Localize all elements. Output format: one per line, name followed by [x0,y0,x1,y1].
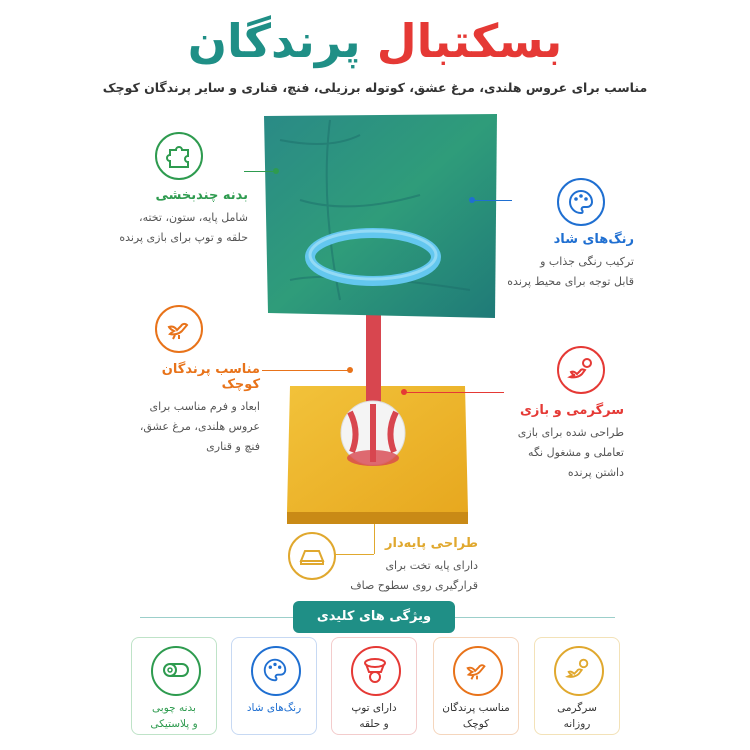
feature-label [234,700,314,716]
callout-line: ترکیب رنگی جذاب و [540,255,634,268]
feature-label-line: مناسب پرندگان [442,702,510,714]
callout-small-birds-circle [155,305,203,353]
callout-small-birds [128,362,260,457]
callout-line: طراحی شده برای بازی [517,426,624,439]
connector-dot [347,367,353,373]
callout-title: طراحی پایه‌دار [385,536,478,551]
callout-title: سرگرمی و بازی [519,403,624,418]
callout-multi-part [118,188,248,248]
connector-multi-part [244,171,276,172]
bird-play-icon [566,355,596,385]
callout-line: ابعاد و فرم مناسب برای [149,400,260,413]
connector-fun [404,392,504,393]
feature-icon-circle [351,646,401,696]
callout-title: بدنه چندبخشی [155,188,248,203]
palette-icon [566,187,596,217]
feature-card-wood-plastic [131,637,217,735]
backboard [264,114,497,318]
callout-base [346,536,478,596]
base-icon [297,541,327,571]
connector-dot [401,389,407,395]
bird-play-icon [564,656,592,684]
wood-logs-icon [161,656,189,684]
feature-icon-circle [151,646,201,696]
callout-title: مناسب پرندگان کوچک [161,362,260,392]
puzzle-icon [164,141,194,171]
bird-icon [164,314,194,344]
callout-line: تعاملی و مشغول نگه [528,446,624,459]
callout-base-circle [288,532,336,580]
feature-card-daily-fun [534,637,620,735]
feature-icon-circle [554,646,604,696]
callout-line: قابل توجه برای محیط پرنده [507,275,634,288]
feature-label-line: بدنه چوبی [152,702,196,714]
feature-icon-circle [453,646,503,696]
banner-divider-left [140,617,293,618]
feature-label [537,700,617,732]
callout-line: فنچ و قناری [206,440,260,453]
pole [366,310,381,410]
callout-line: حلقه و توپ برای بازی پرنده [119,231,248,244]
feature-label-line: سرگرمی [557,702,597,714]
callout-multi-part-circle [155,132,203,180]
feature-label-line: و حلقه [359,718,389,730]
connector-dot [469,197,475,203]
ball-ring-icon [361,656,389,684]
feature-label [134,700,214,732]
feature-label-line: رنگ‌های شاد [246,702,302,714]
feature-label-line: و پلاستیکی [150,718,198,730]
callout-line: دارای پایه تخت برای [385,559,478,572]
feature-card-ball-ring [331,637,417,735]
bird-icon [463,656,491,684]
feature-label-line: روزانه [563,718,591,730]
callout-colors [500,232,634,292]
feature-card-small-birds [433,637,519,735]
callout-fun-circle [557,346,605,394]
banner-divider-right [455,617,615,618]
page-subtitle: مناسب برای عروس هلندی، مرغ عشق، کوتوله برزیلی، فنچ، قناری و سایر پرندگان کوچک [102,80,648,95]
callout-line: شامل پایه، ستون، تخته، [139,211,248,224]
callout-title: رنگ‌های شاد [553,232,634,247]
title-teal-part: پرندگان [187,14,361,68]
connector-dot [273,168,279,174]
title-red-part: بسکتبال [376,14,563,68]
base-edge [287,512,468,524]
feature-label [334,700,414,732]
feature-label [436,700,516,732]
callout-colors-circle [557,178,605,226]
connector-small-birds [262,370,350,371]
callout-line: عروس هلندی، مرغ عشق، [139,420,260,433]
features-banner: ویژگی های کلیدی [293,601,455,633]
feature-label-line: کوچک [462,718,490,730]
palette-icon [261,656,289,684]
feature-card-happy-colors [231,637,317,735]
feature-icon-circle [251,646,301,696]
connector-colors [472,200,512,201]
callout-line: داشتن پرنده [567,466,624,479]
callout-fun [490,403,624,483]
feature-label-line: دارای توپ [351,702,397,714]
callout-line: قرارگیری روی سطوح صاف [350,579,478,592]
